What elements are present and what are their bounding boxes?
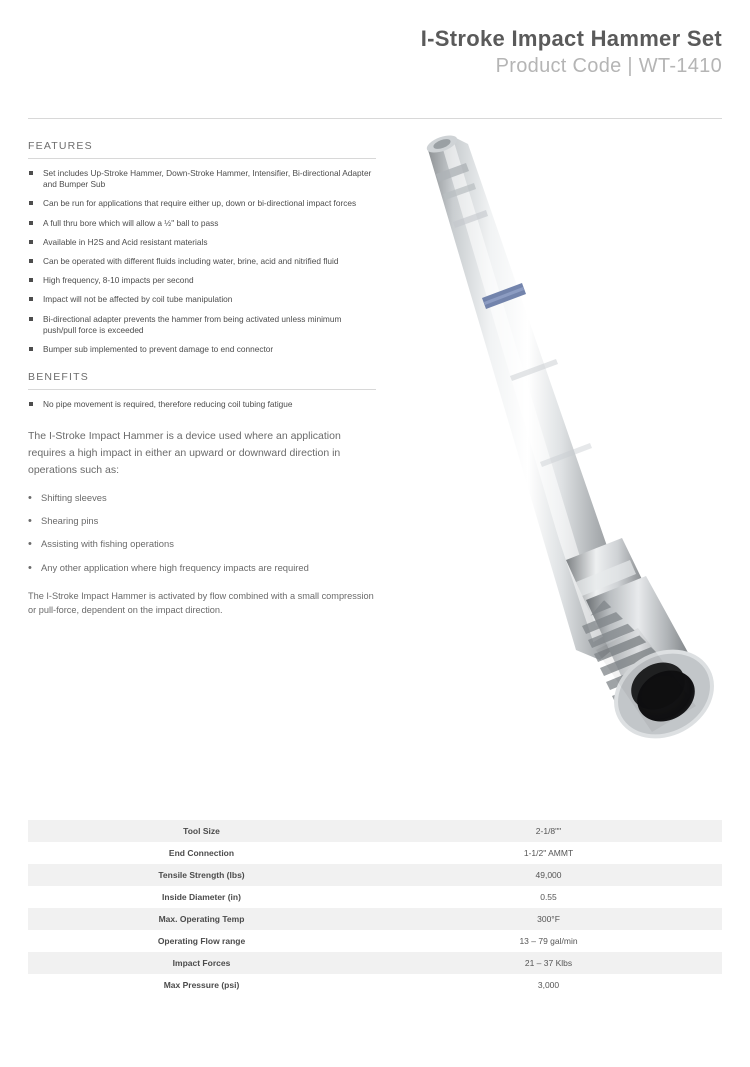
list-item: • Shifting sleeves (28, 491, 376, 505)
benefits-section (28, 371, 376, 410)
spec-value: 3,000 (537, 980, 560, 990)
spec-value: 0.55 (540, 892, 557, 902)
spec-value: 2-1/8"" (375, 820, 722, 842)
spec-value: 300°F (375, 908, 722, 930)
table-row (28, 820, 722, 842)
page-header (421, 26, 722, 78)
list-item: • Shearing pins (28, 514, 376, 528)
product-code: Product Code | WT-1410 (495, 55, 722, 78)
spec-label: Impact Forces (28, 952, 375, 974)
table-row (28, 842, 722, 864)
specifications-table (28, 820, 722, 996)
applications-list (28, 491, 376, 574)
list-item: Set includes Up-Stroke Hammer, Down-Stroke Hammer, Intensifier, Bi-directional Adapter and Bumper Sub (28, 168, 376, 190)
list-item: Impact will not be affected by coil tube manipulation (28, 294, 376, 305)
spec-label: Max Pressure (psi) (163, 980, 240, 990)
table-row (28, 952, 722, 974)
list-item: • Any other application where high frequency impacts are required (28, 561, 376, 575)
list-item: A full thru bore which will allow a ½" ball to pass (28, 218, 376, 229)
features-list (28, 168, 376, 355)
impact-hammer-tool-photo (390, 130, 735, 750)
spec-value: 1-1/2" AMMT (523, 848, 574, 858)
list-item: High frequency, 8-10 impacts per second (28, 275, 376, 286)
table-row (28, 908, 722, 930)
spec-label: Tensile Strength (lbs) (28, 864, 375, 886)
description-closing: The I-Stroke Impact Hammer is activated by flow combined with a small compression or pull-force, dependent on the impact direction. (28, 590, 374, 615)
spec-label: Operating Flow range (157, 936, 246, 946)
spec-label: Inside Diameter (in) (162, 892, 241, 902)
spec-label: Tool Size (28, 820, 375, 842)
benefits-heading: BENEFITS (28, 371, 89, 384)
table-row (28, 864, 722, 886)
list-item: Available in H2S and Acid resistant materials (28, 237, 376, 248)
spec-value: 13 – 79 gal/min (519, 936, 578, 946)
list-item: Bi-directional adapter prevents the hammer from being activated unless minimum push/pull force is exceeded (28, 314, 376, 336)
table-row (28, 930, 722, 952)
spec-value: 21 – 37 Klbs (375, 952, 722, 974)
spec-value: 49,000 (375, 864, 722, 886)
list-item: Bumper sub implemented to prevent damage to end connector (28, 344, 376, 355)
benefits-list (28, 399, 376, 410)
spec-label: End Connection (168, 848, 235, 858)
left-content-column (28, 140, 376, 617)
list-item: • Assisting with fishing operations (28, 537, 376, 551)
description-intro: The I-Stroke Impact Hammer is a device used where an application requires a high impact in either an upward or downward direction in operations such as: (28, 430, 341, 477)
benefits-divider (28, 389, 376, 390)
header-divider (28, 118, 722, 119)
list-item: Can be run for applications that require either up, down or bi-directional impact forces (28, 198, 376, 209)
list-item: Can be operated with different fluids including water, brine, acid and nitrified fluid (28, 256, 376, 267)
features-divider (28, 158, 376, 159)
features-heading: FEATURES (28, 140, 93, 152)
list-item: No pipe movement is required, therefore reducing coil tubing fatigue (28, 399, 376, 410)
page-title: I-Stroke Impact Hammer Set (420, 26, 722, 51)
table-row (28, 974, 722, 996)
table-row (28, 886, 722, 908)
spec-label: Max. Operating Temp (28, 908, 375, 930)
